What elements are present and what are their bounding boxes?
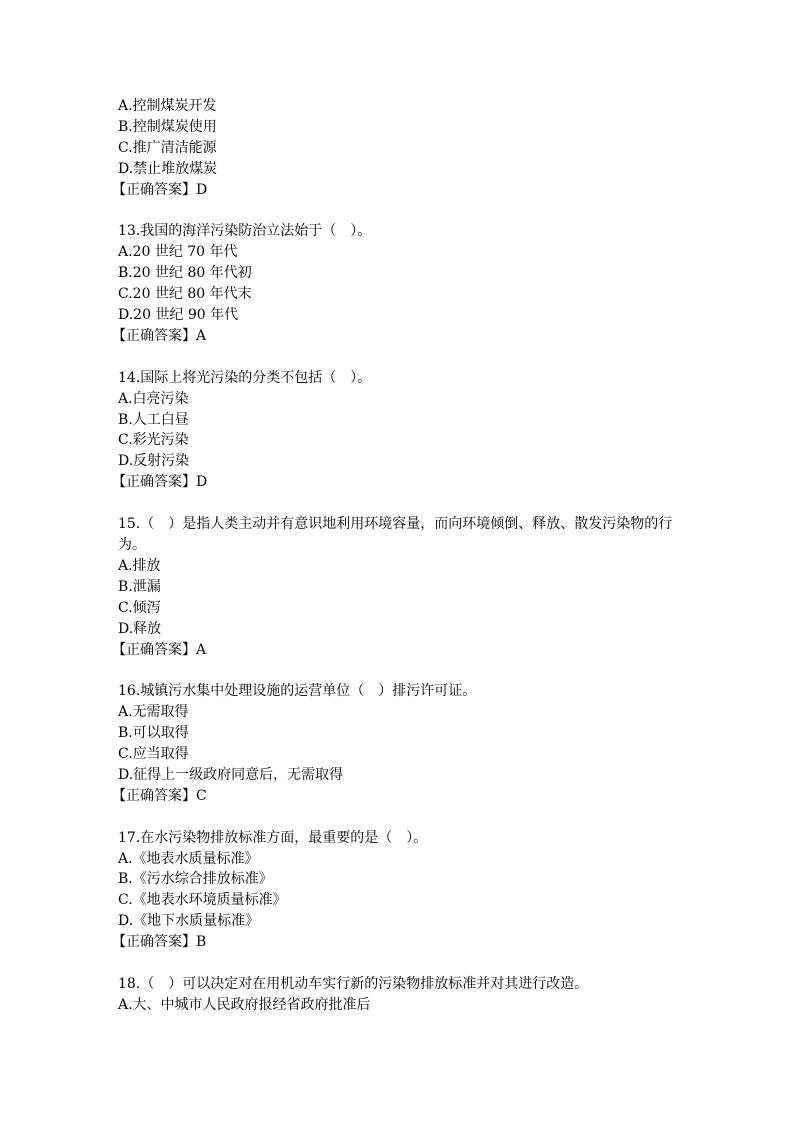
question-15 xyxy=(112,514,678,660)
option-d: D.征得上一级政府同意后，无需取得 xyxy=(118,766,344,783)
spacer xyxy=(118,660,678,681)
question-text: 17.在水污染物排放标准方面，最重要的是（ ）。 xyxy=(118,829,428,846)
option-b: B.20 世纪 80 年代初 xyxy=(118,265,252,282)
option-b: B.《污水综合排放标准》 xyxy=(118,871,273,888)
option-a: A.无需取得 xyxy=(118,704,189,721)
option-c: C.推广清洁能源 xyxy=(118,139,217,156)
document-page xyxy=(112,96,678,1016)
question-text: 18.（ ）可以决定对在用机动车实行新的污染物排放标准并对其进行改造。 xyxy=(118,975,589,992)
option-c: C.应当取得 xyxy=(118,746,189,763)
spacer xyxy=(118,953,678,974)
question-13 xyxy=(112,221,678,346)
correct-answer: 【正确答案】C xyxy=(112,787,207,804)
correct-answer: 【正确答案】A xyxy=(112,327,207,344)
option-a: A.《地表水质量标准》 xyxy=(118,850,259,867)
option-d: D.《地下水质量标准》 xyxy=(118,913,260,930)
question-17 xyxy=(112,828,678,953)
correct-answer: 【正确答案】B xyxy=(112,934,207,951)
option-b: B.泄漏 xyxy=(118,578,161,595)
option-c: C.20 世纪 80 年代末 xyxy=(118,286,252,303)
option-d: D.禁止堆放煤炭 xyxy=(118,160,218,177)
question-14 xyxy=(112,368,678,493)
question-16 xyxy=(112,681,678,806)
spacer xyxy=(118,807,678,828)
option-d: D.反射污染 xyxy=(118,453,190,470)
option-a: A.20 世纪 70 年代 xyxy=(118,244,238,261)
option-b: B.可以取得 xyxy=(118,725,189,742)
option-c: C.《地表水环境质量标准》 xyxy=(118,892,287,909)
question-text: 13.我国的海洋污染防治立法始于（ ）。 xyxy=(118,223,372,240)
spacer xyxy=(118,201,678,222)
question-12-continuation xyxy=(112,96,678,201)
option-a: A.控制煤炭开发 xyxy=(118,98,217,114)
question-text: 15.（ ）是指人类主动并有意识地利用环境容量，而向环境倾倒、释放、散发污染物的行 xyxy=(118,516,673,533)
option-d: D.20 世纪 90 年代 xyxy=(118,307,239,324)
option-a: A.大、中城市人民政府报经省政府批准后 xyxy=(118,996,371,1013)
question-text-continued: 为。 xyxy=(118,536,146,553)
correct-answer: 【正确答案】A xyxy=(112,641,207,658)
spacer xyxy=(118,493,678,514)
option-c: C.倾泻 xyxy=(118,599,161,616)
question-text: 14.国际上将光污染的分类不包括（ ）。 xyxy=(118,369,372,386)
option-b: B.人工白昼 xyxy=(118,411,189,428)
option-c: C.彩光污染 xyxy=(118,432,189,449)
question-18 xyxy=(118,974,678,1016)
option-a: A.白亮污染 xyxy=(118,390,189,407)
option-b: B.控制煤炭使用 xyxy=(118,118,217,135)
question-text: 16.城镇污水集中处理设施的运营单位（ ）排污许可证。 xyxy=(118,683,477,700)
spacer xyxy=(118,347,678,368)
correct-answer: 【正确答案】D xyxy=(112,181,208,198)
option-d: D.释放 xyxy=(118,620,162,637)
correct-answer: 【正确答案】D xyxy=(112,474,208,491)
option-a: A.排放 xyxy=(118,557,161,574)
